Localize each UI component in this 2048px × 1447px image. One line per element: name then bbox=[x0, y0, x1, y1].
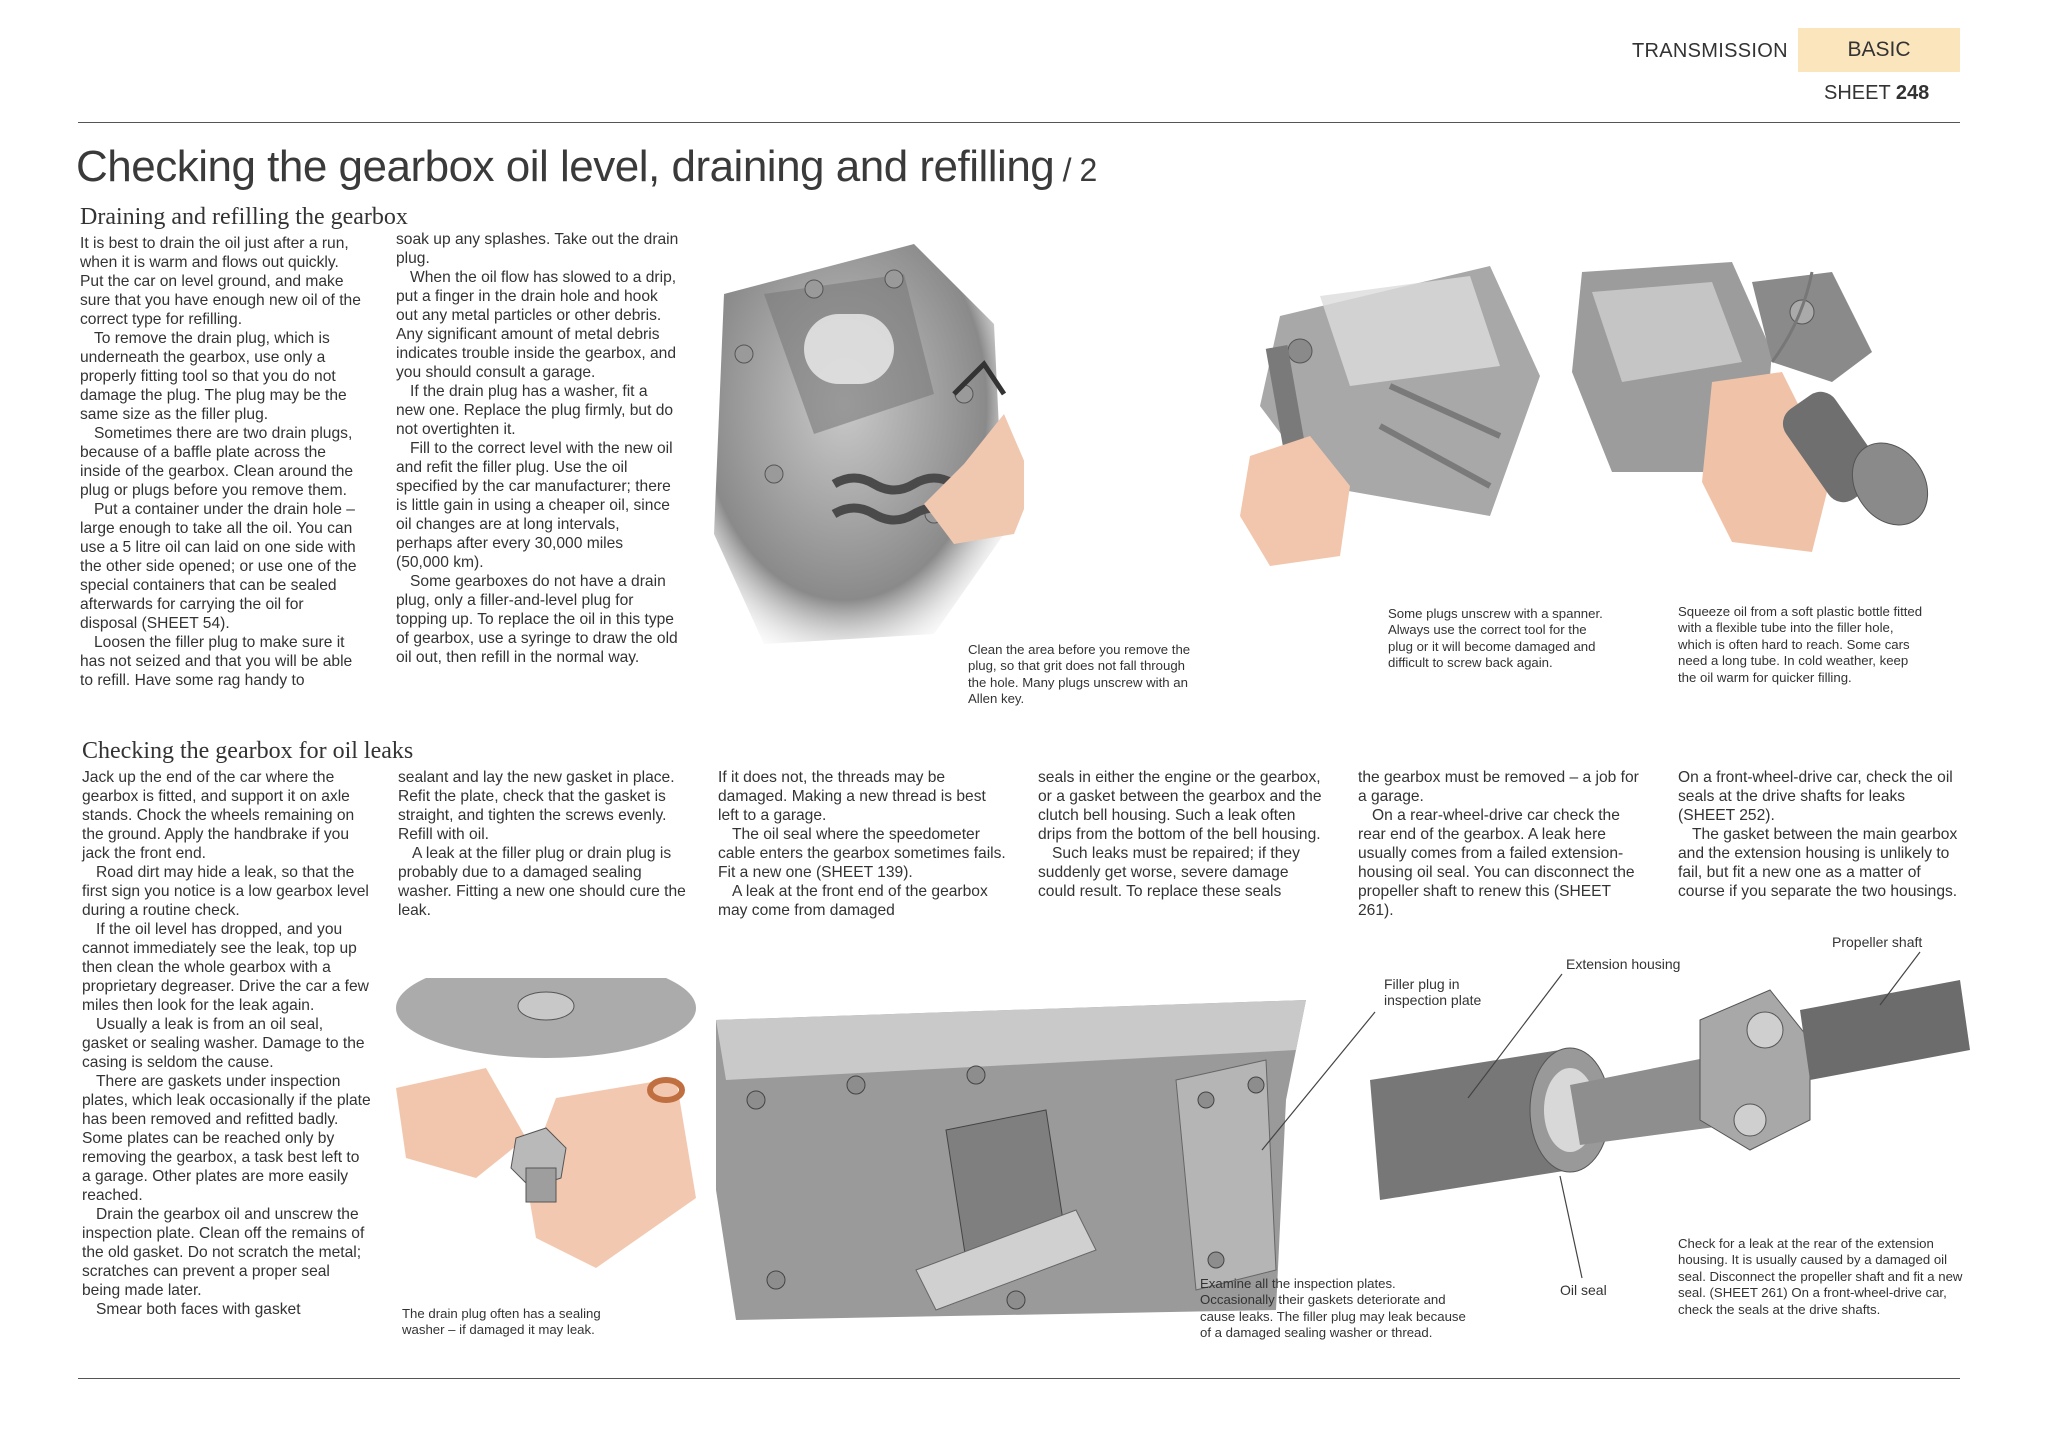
paragraph: If the drain plug has a washer, fit a new one. Replace the plug firmly, but do not overtighten it. bbox=[396, 383, 674, 438]
paragraph: The gasket between the main gearbox and the extension housing is unlikely to fail, but fit a new one as a matter of course if you separate the two housings. bbox=[1678, 826, 1958, 900]
extension-housing-leader bbox=[1468, 974, 1562, 1098]
extension-housing-caption: Check for a leak at the rear of the extension housing. It is usually caused by a damaged oil seal. Disconnect the propeller shaft and fit a new seal. (SHEET 261) On a front-wheel-drive car, check the seals at the drive shafts. bbox=[1678, 1236, 1963, 1317]
bottle-caption: Squeeze oil from a soft plastic bottle fitted with a flexible tube into the filler hole, which is often hard to reach. Some cars need a long tube. In cold weather, keep the oil warm for quicker filling. bbox=[1678, 604, 1923, 685]
filler-plug-label: Filler plug in inspection plate bbox=[1384, 976, 1482, 1008]
spanner-caption: Some plugs unscrew with a spanner. Always use the correct tool for the plug or it will become damaged and difficult to screw back again. bbox=[1388, 606, 1603, 671]
paragraph: Loosen the filler plug to make sure it has not seized and that you will be able to refill. Have some rag handy to bbox=[80, 634, 353, 689]
paragraph: If it does not, the threads may be damaged. Making a new thread is best left to a garage. bbox=[718, 769, 986, 824]
inspection-plate-caption: Examine all the inspection plates. Occasionally their gaskets deteriorate and cause leaks. The filler plug may leak because of a damaged sealing washer or thread. bbox=[1200, 1276, 1466, 1341]
paragraph: When the oil flow has slowed to a drip, put a finger in the drain hole and hook out any metal particles or other debris. Any significant amount of metal debris indicates trouble inside the gearbox, and you should consult a garage. bbox=[396, 269, 677, 381]
paragraph: There are gaskets under inspection plates, which leak occasionally if the plate has been removed and refitted badly. Some plates can be reached only by removing the gearbox, a task best left to a garage. Other plates are more easily reached. bbox=[82, 1073, 371, 1204]
paragraph: sealant and lay the new gasket in place. Refit the plate, check that the gasket is straight, and tighten the screws evenly. Refill with oil. bbox=[398, 769, 675, 843]
paragraph: the gearbox must be removed – a job for a garage. bbox=[1358, 769, 1639, 805]
paragraph: Drain the gearbox oil and unscrew the inspection plate. Clean off the remains of the old gasket. Do not scratch the metal; scratches can prevent a proper seal being made later. bbox=[82, 1206, 365, 1299]
allen-key-caption: Clean the area before you remove the plug, so that grit does not fall through the hole. Many plugs unscrew with an Allen key. bbox=[968, 642, 1191, 707]
extension-housing-label: Extension housing bbox=[1566, 956, 1681, 972]
washer-caption: The drain plug often has a sealing washer – if damaged it may leak. bbox=[402, 1306, 601, 1338]
paragraph: Jack up the end of the car where the gearbox is fitted, and support it on axle stands. Chock the wheels remaining on the ground. Apply the handbrake if you jack the front end. bbox=[82, 769, 355, 862]
paragraph: A leak at the filler plug or drain plug is probably due to a damaged sealing washer. Fitting a new one should cure the leak. bbox=[398, 845, 686, 919]
paragraph: Put a container under the drain hole – large enough to take all the oil. You can use a 5 litre oil can laid on one side with the other side opened; or use one of the special containers that can be sealed afterwards for carrying the oil for disposal (SHEET 54). bbox=[80, 501, 357, 632]
sheet-label: SHEET bbox=[1824, 82, 1891, 104]
page-title-main: Checking the gearbox oil level, draining and refilling bbox=[76, 142, 1055, 191]
level-badge-label: BASIC bbox=[1847, 38, 1911, 61]
section-name: TRANSMISSION bbox=[1632, 40, 1788, 62]
oil-seal-leader bbox=[1560, 1176, 1582, 1278]
paragraph: Some gearboxes do not have a drain plug, only a filler-and-level plug for topping up. To replace the oil in this type of gearbox, use a syringe to draw the old oil out, then refill in the normal way. bbox=[396, 573, 678, 666]
propeller-shaft-label: Propeller shaft bbox=[1832, 934, 1923, 950]
paragraph: Such leaks must be repaired; if they suddenly get worse, severe damage could result. To replace these seals bbox=[1038, 845, 1300, 900]
paragraph: On a front-wheel-drive car, check the oil seals at the drive shafts for leaks (SHEET 252). bbox=[1678, 769, 1953, 824]
leaks-heading: Checking the gearbox for oil leaks bbox=[82, 738, 414, 764]
paragraph: The oil seal where the speedometer cable enters the gearbox sometimes fails. Fit a new one (SHEET 139). bbox=[718, 826, 1006, 881]
paragraph: seals in either the engine or the gearbox, or a gasket between the gearbox and the clutch bell housing. Such a leak often drips from the bottom of the bell housing. bbox=[1038, 769, 1322, 843]
paragraph: soak up any splashes. Take out the drain plug. bbox=[396, 231, 679, 267]
bottom-rule bbox=[78, 1378, 1960, 1379]
draining-heading: Draining and refilling the gearbox bbox=[80, 204, 408, 230]
paragraph: Road dirt may hide a leak, so that the first sign you notice is a low gearbox level during a routine check. bbox=[82, 864, 369, 919]
paragraph: Smear both faces with gasket bbox=[96, 1301, 301, 1318]
paragraph: To remove the drain plug, which is underneath the gearbox, use only a properly fitting tool so that you do not damage the plug. The plug may be the same size as the filler plug. bbox=[80, 330, 347, 423]
paragraph: On a rear-wheel-drive car check the rear end of the gearbox. A leak here usually comes from a failed extension-housing oil seal. You can disconnect the propeller shaft to renew this (SHEET 261). bbox=[1358, 807, 1635, 919]
propeller-shaft-leader bbox=[1880, 952, 1920, 1005]
paragraph: Sometimes there are two drain plugs, because of a baffle plate across the inside of the gearbox. Clean around the plug or plugs before you remove them. bbox=[80, 425, 354, 499]
paragraph: If the oil level has dropped, and you cannot immediately see the leak, top up then clean the whole gearbox with a proprietary degreaser. Drive the car a few miles then look for the leak again. bbox=[82, 921, 369, 1014]
page-title-suffix: / 2 bbox=[1054, 152, 1097, 188]
filler-plug-leader bbox=[1262, 1012, 1375, 1150]
paragraph: Usually a leak is from an oil seal, gasket or sealing washer. Damage to the casing is seldom the cause. bbox=[82, 1016, 365, 1071]
sheet-number-value: 248 bbox=[1895, 82, 1930, 104]
paragraph: Fill to the correct level with the new oil and refit the filler plug. Use the oil specified by the car manufacturer; there is little gain in using a cheaper oil, since oil changes are at long intervals, perhaps after every 30,000 miles (50,000 km). bbox=[396, 440, 673, 571]
oil-seal-label: Oil seal bbox=[1560, 1282, 1607, 1298]
paragraph: It is best to drain the oil just after a run, when it is warm and flows out quickly. Put the car on level ground, and make sure that you have enough new oil of the correct type for refilling. bbox=[80, 235, 361, 328]
paragraph: A leak at the front end of the gearbox may come from damaged bbox=[718, 883, 988, 919]
